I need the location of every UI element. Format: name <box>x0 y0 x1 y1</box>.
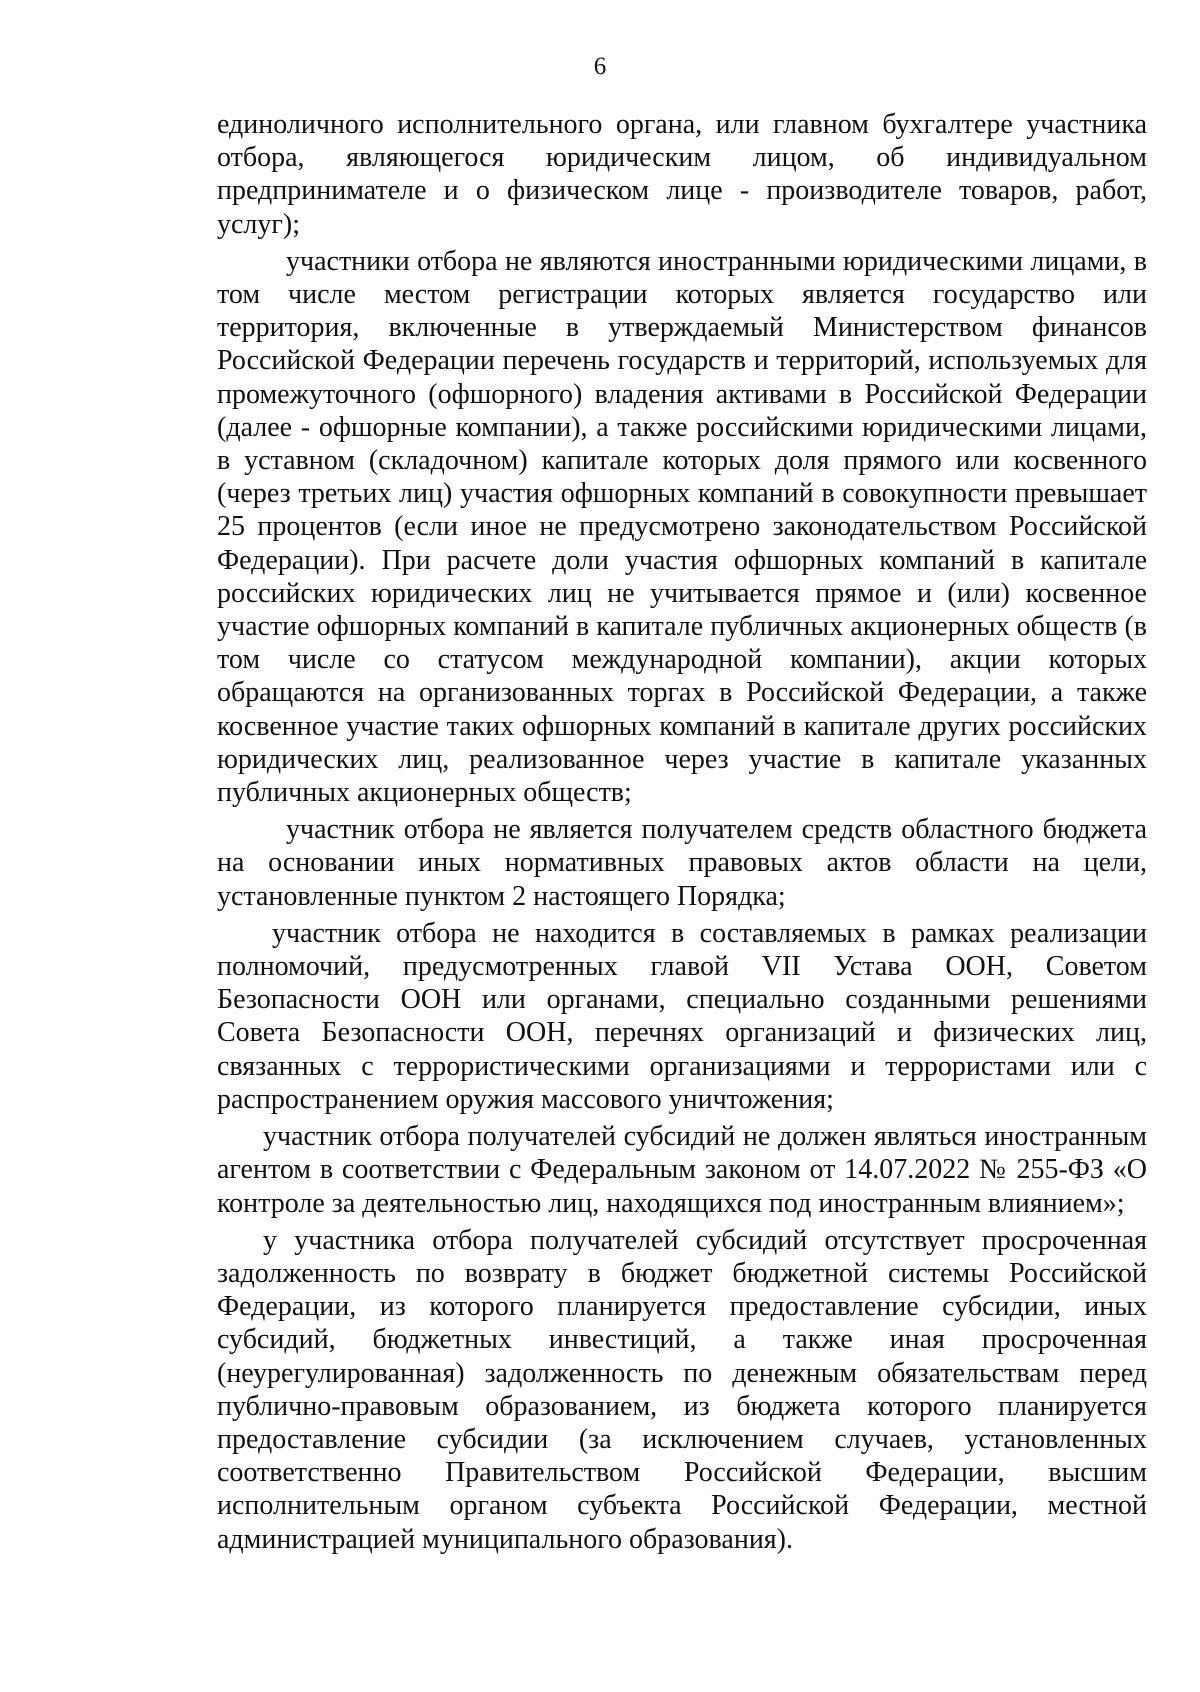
paragraph-regional-budget: участник отбора не является получателем средств областного бюджета на основании иных нормативных правовых актов области на цели, установленные пунктом 2 настоящего Порядка; <box>217 814 1147 912</box>
document-body <box>217 108 1147 1560</box>
paragraph-continuation: единоличного исполнительного органа, или главном бухгалтере участника отбора, являющегося юридическим лицом, об индивидуальном предпринимателе и о физическом лице - производителе товаров, работ, услуг); <box>217 109 1147 240</box>
paragraph-overdue-debt: у участника отбора получателей субсидий отсутствует просроченная задолженность по возврату в бюджет бюджетной системы Российской Федерации, из которого планируется предоставление субсидии, иных субсидий, бюджетных инвестиций, а также иная просроченная (неурегулированная) задолженность по денежным обязательствам перед публично-правовым образованием, из бюджета которого планируется предоставление субсидии (за исключением случаев, установленных соответственно Правительством Российской Федерации, высшим исполнительным органом субъекта Российской Федерации, местной администрацией муниципального образования). <box>217 1224 1147 1555</box>
page-number: 6 <box>593 53 607 80</box>
paragraph-foreign-agent: участник отбора получателей субсидий не должен являться иностранным агентом в соответствии с Федеральным законом от 14.07.2022 № 255-ФЗ «О контроле за деятельностью лиц, находящихся под иностранным влиянием»; <box>217 1121 1147 1219</box>
paragraph-un-sanctions: участник отбора не находится в составляемых в рамках реализации полномочий, предусмотренных главой VII Устава ООН, Советом Безопасности ООН или органами, специально созданными решениями Совета Безопасности ООН, перечнях организаций и физических лиц, связанных с террористическими организациями и террористами или с распространением оружия массового уничтожения; <box>217 917 1147 1115</box>
paragraph-offshore-companies: участники отбора не являются иностранными юридическими лицами, в том числе местом регистрации которых является государство или территория, включенные в утверждаемый Министерством финансов Российской Федерации перечень государств и территорий, используемых для промежуточного (офшорного) владения активами в Российской Федерации (далее - офшорные компании), а также российскими юридическими лицами, в уставном (складочном) капитале которых доля прямого или косвенного (через третьих лиц) участия офшорных компаний в совокупности превышает 25 процентов (если иное не предусмотрено законодательством Российской Федерации). При расчете доли участия офшорных компаний в капитале российских юридических лиц не учитывается прямое и (или) косвенное участие офшорных компаний в капитале публичных акционерных обществ (в том числе со статусом международной компании), акции которых обращаются на организованных торгах в Российской Федерации, а также косвенное участие таких офшорных компаний в капитале других российских юридических лиц, реализованное через участие в капитале указанных публичных акционерных обществ; <box>217 245 1147 809</box>
